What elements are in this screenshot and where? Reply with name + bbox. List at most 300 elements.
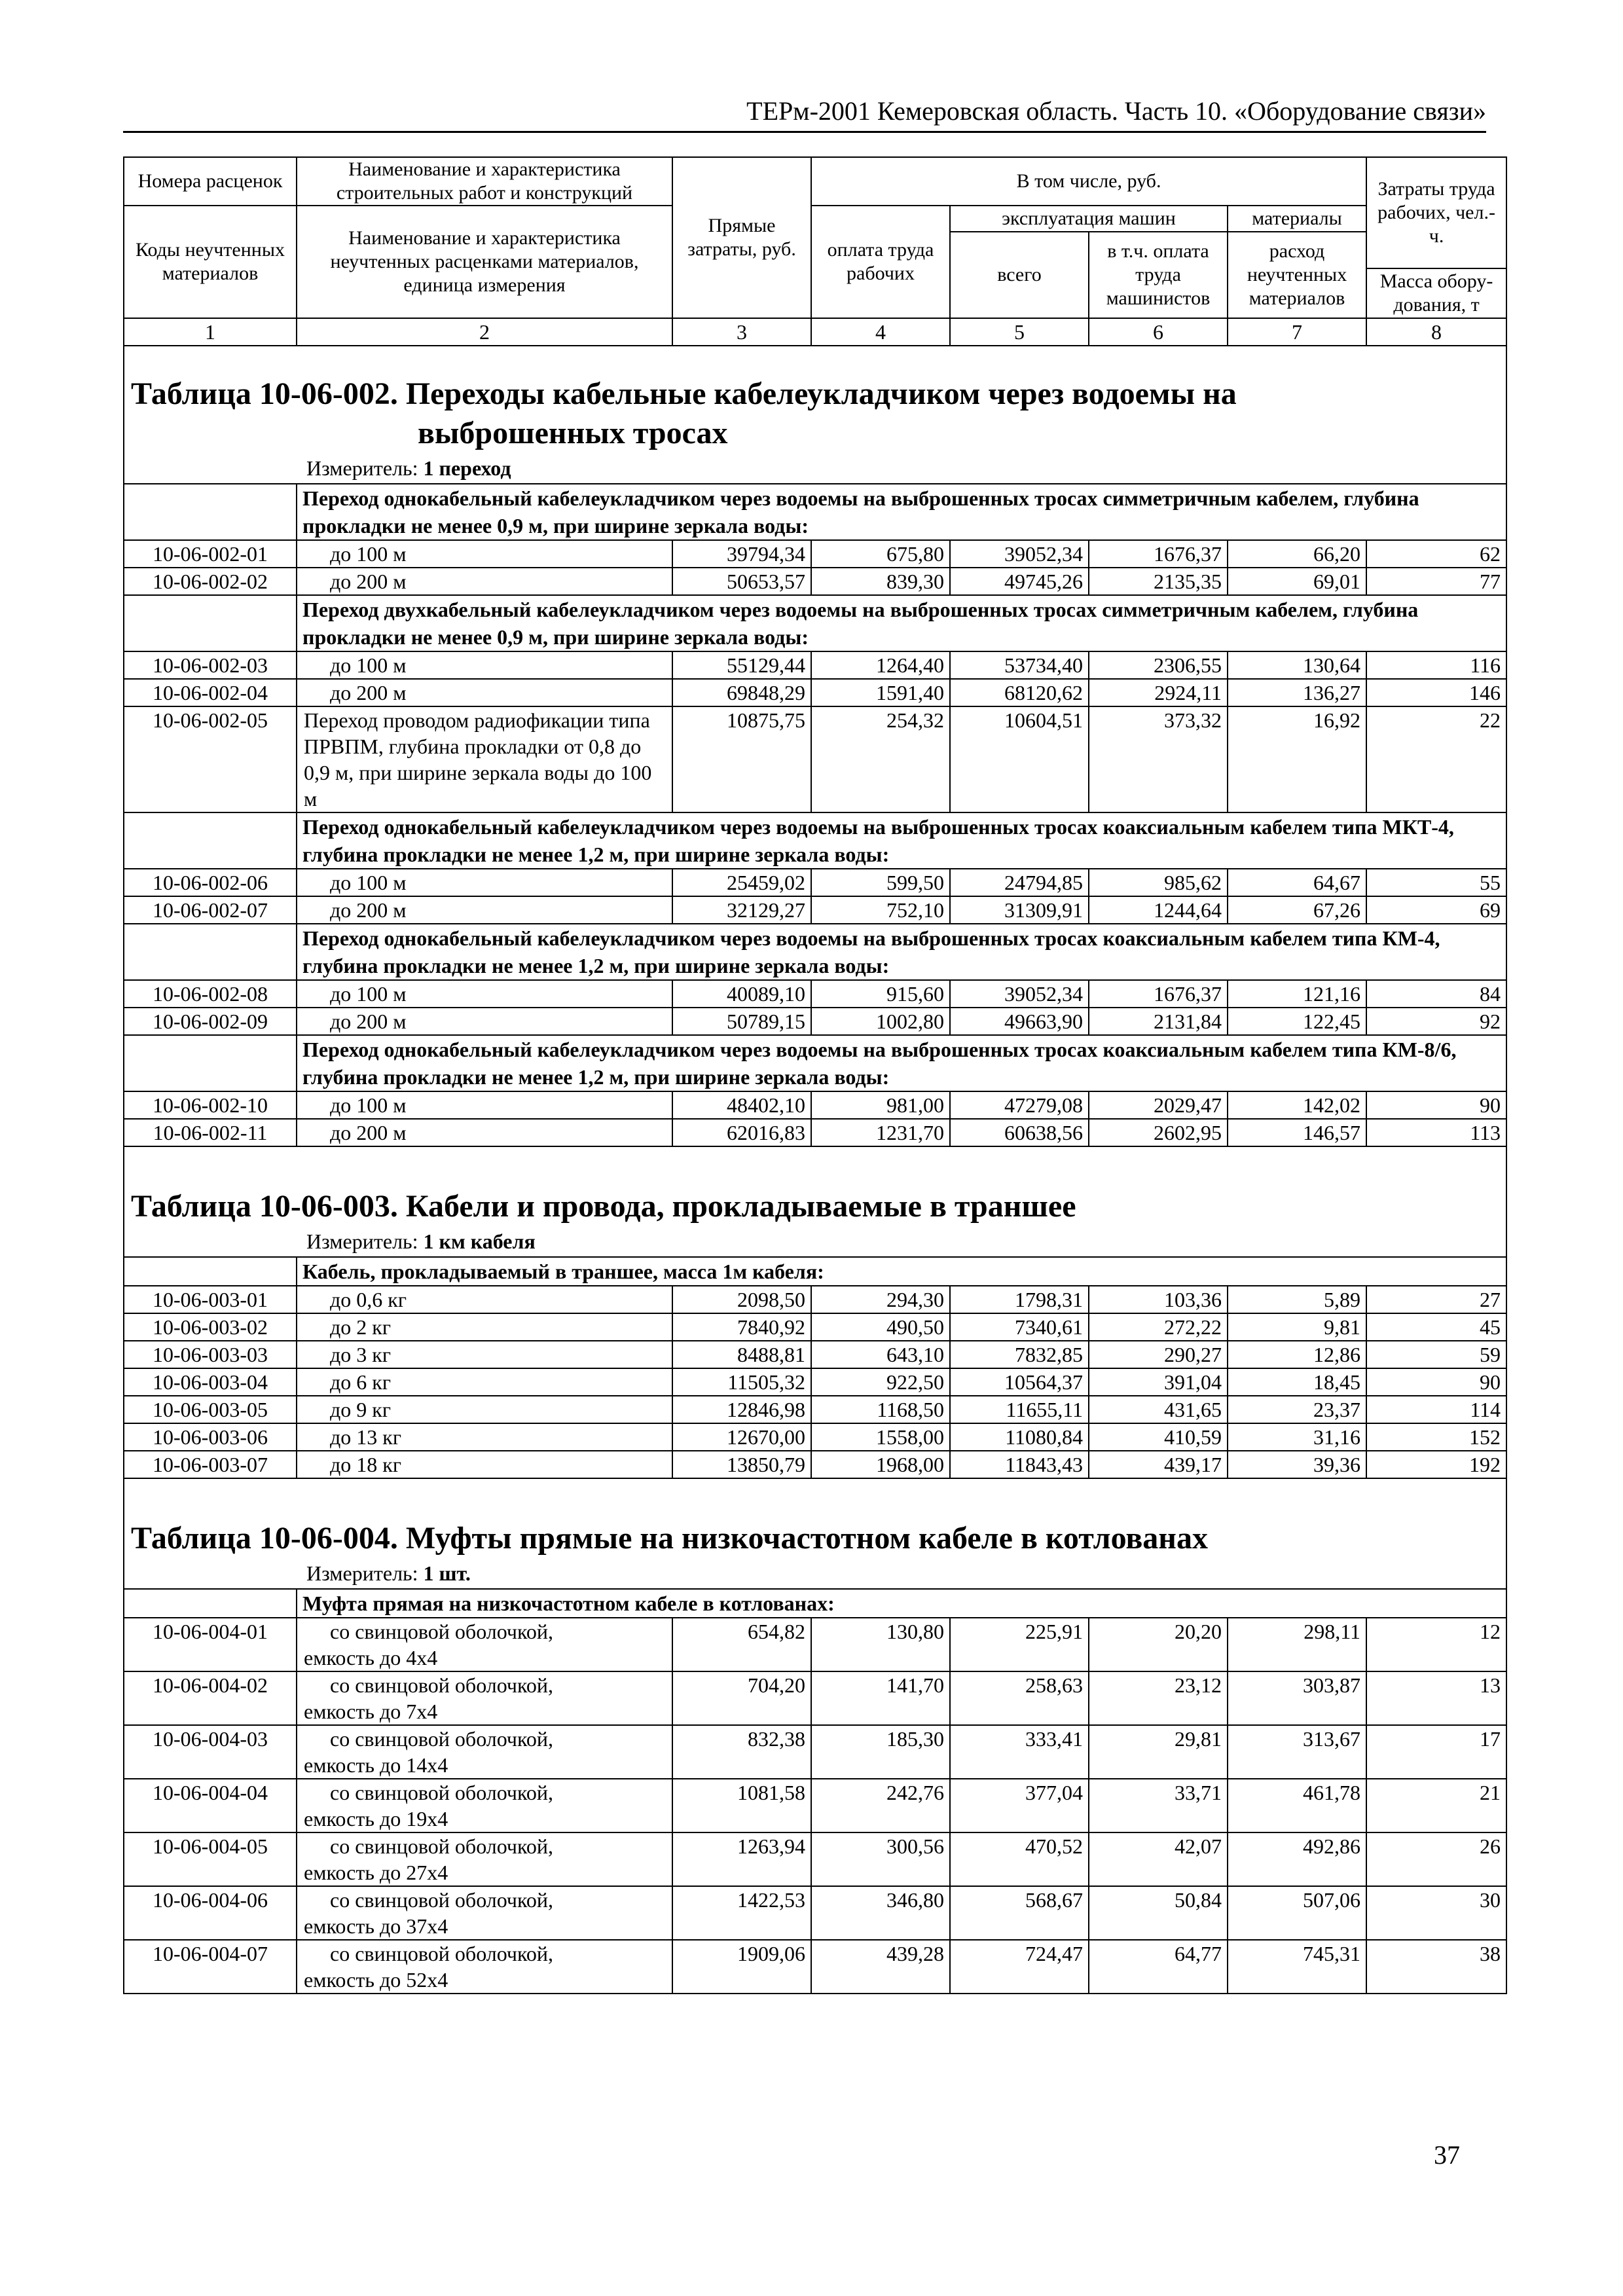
work-name: до 200 м — [297, 679, 672, 706]
work-name-line: со свинцовой оболочкой, — [330, 1888, 554, 1912]
machines-cost-cell: 225,91 — [950, 1618, 1089, 1671]
measure-label: Измеритель: — [306, 1561, 424, 1585]
header-equipment-mass: Масса обору- дования, т — [1366, 268, 1506, 318]
group-heading: Кабель, прокладываемый в траншее, масса 1м кабеля: — [297, 1257, 1506, 1286]
section-spacer — [124, 1146, 1506, 1187]
section-title-line: Таблица 10-06-002. Переходы кабельные кабелеукладчиком через водоемы на — [131, 376, 1237, 411]
table-row — [124, 1313, 1506, 1341]
machines-cost-cell: 377,04 — [950, 1779, 1089, 1832]
labor-pay-cell: 839,30 — [811, 568, 950, 595]
labor-pay-cell: 1591,40 — [811, 679, 950, 706]
table-row — [124, 1779, 1506, 1832]
labor-hours-cell: 30 — [1366, 1886, 1506, 1940]
rate-code: 10-06-002-02 — [124, 568, 297, 595]
group-heading-row — [124, 595, 1506, 651]
machines-cost-cell: 31309,91 — [950, 896, 1089, 924]
operators-pay-cell: 1244,64 — [1089, 896, 1228, 924]
table-row — [124, 869, 1506, 896]
group-code-cell — [124, 812, 297, 869]
header-labor-hours: Затраты труда рабочих, чел.-ч. — [1366, 157, 1506, 268]
machines-cost-cell: 49663,90 — [950, 1008, 1089, 1035]
table-row — [124, 1725, 1506, 1779]
operators-pay-cell: 64,77 — [1089, 1940, 1228, 1994]
labor-hours-cell: 38 — [1366, 1940, 1506, 1994]
group-code-cell — [124, 484, 297, 540]
labor-hours-cell: 22 — [1366, 706, 1506, 812]
operators-pay-cell: 50,84 — [1089, 1886, 1228, 1940]
materials-cost-cell: 12,86 — [1228, 1341, 1366, 1368]
work-name — [297, 1725, 672, 1779]
section-title-row — [124, 1519, 1506, 1558]
table-row — [124, 1886, 1506, 1940]
work-name: до 9 кг — [297, 1396, 672, 1423]
direct-costs-cell: 55129,44 — [672, 651, 811, 679]
machines-cost-cell: 333,41 — [950, 1725, 1089, 1779]
labor-hours-cell: 17 — [1366, 1725, 1506, 1779]
labor-pay-cell: 922,50 — [811, 1368, 950, 1396]
machines-cost-cell: 10564,37 — [950, 1368, 1089, 1396]
work-name-line: емкость до 4х4 — [304, 1646, 438, 1669]
table-row — [124, 1451, 1506, 1478]
table-row — [124, 1368, 1506, 1396]
work-name — [297, 1886, 672, 1940]
operators-pay-cell: 23,12 — [1089, 1671, 1228, 1725]
direct-costs-cell: 69848,29 — [672, 679, 811, 706]
measure-row — [124, 1558, 1506, 1589]
machines-cost-cell: 7340,61 — [950, 1313, 1089, 1341]
direct-costs-cell: 2098,50 — [672, 1286, 811, 1313]
measure-cell — [124, 1558, 1506, 1589]
section-title-line: Таблица 10-06-003. Кабели и провода, прокладываемые в траншее — [131, 1189, 1076, 1224]
work-name: до 100 м — [297, 869, 672, 896]
measure-row — [124, 1226, 1506, 1257]
spacer-cell — [124, 346, 1506, 374]
measure-value: 1 км кабеля — [423, 1230, 536, 1253]
direct-costs-cell: 8488,81 — [672, 1341, 811, 1368]
direct-costs-cell: 62016,83 — [672, 1119, 811, 1146]
machines-cost-cell: 1798,31 — [950, 1286, 1089, 1313]
work-name-line: емкость до 27х4 — [304, 1861, 448, 1884]
page-number: 37 — [1434, 2140, 1460, 2170]
direct-costs-cell: 39794,34 — [672, 540, 811, 568]
rate-code: 10-06-002-03 — [124, 651, 297, 679]
rate-code: 10-06-004-04 — [124, 1779, 297, 1832]
section-spacer — [124, 1478, 1506, 1519]
direct-costs-cell: 12670,00 — [672, 1423, 811, 1451]
table-row — [124, 1119, 1506, 1146]
group-heading: Переход двухкабельный кабелеукладчиком через водоемы на выброшенных тросах симметричным кабелем, глубина прокладки не менее 0,9 м, при ширине зеркала воды: — [297, 595, 1506, 651]
labor-pay-cell: 242,76 — [811, 1779, 950, 1832]
labor-pay-cell: 599,50 — [811, 869, 950, 896]
work-name-line: со свинцовой оболочкой, — [330, 1620, 554, 1643]
rate-code: 10-06-004-02 — [124, 1671, 297, 1725]
table-row — [124, 1671, 1506, 1725]
labor-hours-cell: 27 — [1366, 1286, 1506, 1313]
column-number: 8 — [1366, 318, 1506, 346]
operators-pay-cell: 2924,11 — [1089, 679, 1228, 706]
group-code-cell — [124, 1035, 297, 1091]
labor-pay-cell: 300,56 — [811, 1832, 950, 1886]
header-material-names: Наименование и характеристика неучтенных расценками материалов, единица измерения — [297, 206, 672, 318]
work-name — [297, 1940, 672, 1994]
work-name — [297, 1832, 672, 1886]
machines-cost-cell: 53734,40 — [950, 651, 1089, 679]
rate-code: 10-06-003-07 — [124, 1451, 297, 1478]
section-title — [124, 1187, 1506, 1226]
rate-code: 10-06-003-06 — [124, 1423, 297, 1451]
table-row — [124, 1008, 1506, 1035]
materials-cost-cell: 67,26 — [1228, 896, 1366, 924]
operators-pay-cell: 2029,47 — [1089, 1091, 1228, 1119]
direct-costs-cell: 10875,75 — [672, 706, 811, 812]
group-heading-row — [124, 1589, 1506, 1618]
labor-hours-cell: 55 — [1366, 869, 1506, 896]
labor-pay-cell: 981,00 — [811, 1091, 950, 1119]
machines-cost-cell: 60638,56 — [950, 1119, 1089, 1146]
work-name: до 3 кг — [297, 1341, 672, 1368]
work-name: до 100 м — [297, 1091, 672, 1119]
table-row — [124, 1618, 1506, 1671]
header-including: В том числе, руб. — [811, 157, 1366, 206]
labor-hours-cell: 26 — [1366, 1832, 1506, 1886]
work-name: до 100 м — [297, 540, 672, 568]
operators-pay-cell: 1676,37 — [1089, 980, 1228, 1008]
materials-cost-cell: 745,31 — [1228, 1940, 1366, 1994]
operators-pay-cell: 103,36 — [1089, 1286, 1228, 1313]
direct-costs-cell: 25459,02 — [672, 869, 811, 896]
operators-pay-cell: 985,62 — [1089, 869, 1228, 896]
labor-hours-cell: 77 — [1366, 568, 1506, 595]
labor-pay-cell: 141,70 — [811, 1671, 950, 1725]
work-name: до 200 м — [297, 568, 672, 595]
direct-costs-cell: 12846,98 — [672, 1396, 811, 1423]
labor-pay-cell: 675,80 — [811, 540, 950, 568]
rate-code: 10-06-003-02 — [124, 1313, 297, 1341]
labor-pay-cell: 130,80 — [811, 1618, 950, 1671]
rate-code: 10-06-003-04 — [124, 1368, 297, 1396]
table-row — [124, 1091, 1506, 1119]
operators-pay-cell: 33,71 — [1089, 1779, 1228, 1832]
direct-costs-cell: 11505,32 — [672, 1368, 811, 1396]
labor-hours-cell: 152 — [1366, 1423, 1506, 1451]
column-number: 7 — [1228, 318, 1366, 346]
labor-hours-cell: 114 — [1366, 1396, 1506, 1423]
measure-cell — [124, 1226, 1506, 1257]
direct-costs-cell: 50789,15 — [672, 1008, 811, 1035]
rate-code: 10-06-004-03 — [124, 1725, 297, 1779]
machines-cost-cell: 258,63 — [950, 1671, 1089, 1725]
section-title-line: выброшенных тросах — [418, 416, 728, 450]
labor-pay-cell: 490,50 — [811, 1313, 950, 1341]
materials-cost-cell: 66,20 — [1228, 540, 1366, 568]
materials-cost-cell: 303,87 — [1228, 1671, 1366, 1725]
labor-hours-cell: 13 — [1366, 1671, 1506, 1725]
materials-cost-cell: 64,67 — [1228, 869, 1366, 896]
group-code-cell — [124, 1257, 297, 1286]
operators-pay-cell: 2602,95 — [1089, 1119, 1228, 1146]
labor-pay-cell: 185,30 — [811, 1725, 950, 1779]
machines-cost-cell: 7832,85 — [950, 1341, 1089, 1368]
column-number: 1 — [124, 318, 297, 346]
rate-code: 10-06-002-01 — [124, 540, 297, 568]
direct-costs-cell: 1909,06 — [672, 1940, 811, 1994]
direct-costs-cell: 1263,94 — [672, 1832, 811, 1886]
materials-cost-cell: 313,67 — [1228, 1725, 1366, 1779]
table-row — [124, 679, 1506, 706]
labor-hours-cell: 146 — [1366, 679, 1506, 706]
rate-code: 10-06-003-03 — [124, 1341, 297, 1368]
measure-label: Измеритель: — [306, 456, 424, 480]
measure-row — [124, 453, 1506, 484]
operators-pay-cell: 2131,84 — [1089, 1008, 1228, 1035]
table-row — [124, 540, 1506, 568]
labor-pay-cell: 1264,40 — [811, 651, 950, 679]
rates-table — [123, 156, 1507, 1994]
table-row — [124, 1423, 1506, 1451]
work-name-line: со свинцовой оболочкой, — [330, 1781, 554, 1804]
materials-cost-cell: 122,45 — [1228, 1008, 1366, 1035]
group-heading: Переход однокабельный кабелеукладчиком через водоемы на выброшенных тросах симметричным кабелем, глубина прокладки не менее 0,9 м, при ширине зеркала воды: — [297, 484, 1506, 540]
section-spacer — [124, 346, 1506, 374]
work-name-line: емкость до 37х4 — [304, 1914, 448, 1938]
work-name: до 100 м — [297, 651, 672, 679]
labor-pay-cell: 752,10 — [811, 896, 950, 924]
work-name: до 0,6 кг — [297, 1286, 672, 1313]
machines-cost-cell: 68120,62 — [950, 679, 1089, 706]
work-name-line: со свинцовой оболочкой, — [330, 1834, 554, 1858]
section-title-row — [124, 1187, 1506, 1226]
materials-cost-cell: 130,64 — [1228, 651, 1366, 679]
column-number: 4 — [811, 318, 950, 346]
machines-cost-cell: 11843,43 — [950, 1451, 1089, 1478]
direct-costs-cell: 704,20 — [672, 1671, 811, 1725]
machines-cost-cell: 39052,34 — [950, 540, 1089, 568]
machines-cost-cell: 11655,11 — [950, 1396, 1089, 1423]
materials-cost-cell: 142,02 — [1228, 1091, 1366, 1119]
machines-cost-cell: 24794,85 — [950, 869, 1089, 896]
table-row — [124, 706, 1506, 812]
labor-pay-cell: 1002,80 — [811, 1008, 950, 1035]
spacer-cell — [124, 1146, 1506, 1187]
labor-pay-cell: 1558,00 — [811, 1423, 950, 1451]
labor-hours-cell: 59 — [1366, 1341, 1506, 1368]
rate-code: 10-06-002-05 — [124, 706, 297, 812]
operators-pay-cell: 410,59 — [1089, 1423, 1228, 1451]
materials-cost-cell: 492,86 — [1228, 1832, 1366, 1886]
work-name: до 13 кг — [297, 1423, 672, 1451]
machines-cost-cell: 11080,84 — [950, 1423, 1089, 1451]
column-number: 3 — [672, 318, 811, 346]
materials-cost-cell: 9,81 — [1228, 1313, 1366, 1341]
section-title-line: Таблица 10-06-004. Муфты прямые на низкочастотном кабеле в котлованах — [131, 1521, 1208, 1556]
table-row — [124, 1286, 1506, 1313]
machines-cost-cell: 724,47 — [950, 1940, 1089, 1994]
group-code-cell — [124, 924, 297, 980]
direct-costs-cell: 40089,10 — [672, 980, 811, 1008]
column-number: 6 — [1089, 318, 1228, 346]
section-title-row — [124, 374, 1506, 453]
labor-hours-cell: 62 — [1366, 540, 1506, 568]
work-name: до 18 кг — [297, 1451, 672, 1478]
materials-cost-cell: 146,57 — [1228, 1119, 1366, 1146]
labor-pay-cell: 915,60 — [811, 980, 950, 1008]
work-name — [297, 1779, 672, 1832]
direct-costs-cell: 654,82 — [672, 1618, 811, 1671]
rate-code: 10-06-002-10 — [124, 1091, 297, 1119]
table-row — [124, 896, 1506, 924]
column-numbers-row — [124, 318, 1506, 346]
work-name: до 200 м — [297, 1119, 672, 1146]
rate-code: 10-06-002-11 — [124, 1119, 297, 1146]
table-row — [124, 651, 1506, 679]
table-body — [124, 346, 1506, 1994]
operators-pay-cell: 42,07 — [1089, 1832, 1228, 1886]
labor-hours-cell: 84 — [1366, 980, 1506, 1008]
header-machines-total: всего — [950, 232, 1089, 318]
operators-pay-cell: 20,20 — [1089, 1618, 1228, 1671]
materials-cost-cell: 31,16 — [1228, 1423, 1366, 1451]
materials-cost-cell: 507,06 — [1228, 1886, 1366, 1940]
spacer-cell — [124, 1478, 1506, 1519]
materials-cost-cell: 16,92 — [1228, 706, 1366, 812]
labor-pay-cell: 346,80 — [811, 1886, 950, 1940]
rate-code: 10-06-002-04 — [124, 679, 297, 706]
group-code-cell — [124, 595, 297, 651]
group-heading: Переход однокабельный кабелеукладчиком через водоемы на выброшенных тросах коаксиальным кабелем типа КМ-8/6, глубина прокладки не менее 1,2 м, при ширине зеркала воды: — [297, 1035, 1506, 1091]
group-heading: Переход однокабельный кабелеукладчиком через водоемы на выброшенных тросах коаксиальным кабелем типа КМ-4, глубина прокладки не менее 1,2 м, при ширине зеркала воды: — [297, 924, 1506, 980]
operators-pay-cell: 391,04 — [1089, 1368, 1228, 1396]
labor-pay-cell: 1168,50 — [811, 1396, 950, 1423]
labor-hours-cell: 90 — [1366, 1368, 1506, 1396]
labor-hours-cell: 69 — [1366, 896, 1506, 924]
work-name-line: со свинцовой оболочкой, — [330, 1942, 554, 1965]
machines-cost-cell: 39052,34 — [950, 980, 1089, 1008]
materials-cost-cell: 298,11 — [1228, 1618, 1366, 1671]
rate-code: 10-06-004-06 — [124, 1886, 297, 1940]
rate-code: 10-06-002-08 — [124, 980, 297, 1008]
labor-hours-cell: 113 — [1366, 1119, 1506, 1146]
group-heading-row — [124, 484, 1506, 540]
labor-pay-cell: 1968,00 — [811, 1451, 950, 1478]
work-name — [297, 1671, 672, 1725]
operators-pay-cell: 373,32 — [1089, 706, 1228, 812]
work-name: Переход проводом радиофикации типа ПРВПМ, глубина прокладки от 0,8 до 0,9 м, при ширине зеркала воды до 100 м — [297, 706, 672, 812]
header-machines: эксплуатация машин — [950, 206, 1228, 232]
column-number: 2 — [297, 318, 672, 346]
rate-code: 10-06-004-07 — [124, 1940, 297, 1994]
header-materials: материалы — [1228, 206, 1366, 232]
group-heading-row — [124, 1257, 1506, 1286]
labor-hours-cell: 192 — [1366, 1451, 1506, 1478]
group-code-cell — [124, 1589, 297, 1618]
work-name-line: емкость до 14х4 — [304, 1753, 448, 1777]
group-heading: Переход однокабельный кабелеукладчиком через водоемы на выброшенных тросах коаксиальным кабелем типа МКТ-4, глубина прокладки не менее 1,2 м, при ширине зеркала воды: — [297, 812, 1506, 869]
direct-costs-cell: 32129,27 — [672, 896, 811, 924]
labor-pay-cell: 643,10 — [811, 1341, 950, 1368]
work-name-line: емкость до 19х4 — [304, 1807, 448, 1831]
machines-cost-cell: 470,52 — [950, 1832, 1089, 1886]
operators-pay-cell: 2135,35 — [1089, 568, 1228, 595]
table-row — [124, 980, 1506, 1008]
machines-cost-cell: 49745,26 — [950, 568, 1089, 595]
rate-code: 10-06-002-07 — [124, 896, 297, 924]
operators-pay-cell: 2306,55 — [1089, 651, 1228, 679]
operators-pay-cell: 439,17 — [1089, 1451, 1228, 1478]
table-row — [124, 1341, 1506, 1368]
measure-cell — [124, 453, 1506, 484]
labor-hours-cell: 12 — [1366, 1618, 1506, 1671]
labor-hours-cell: 45 — [1366, 1313, 1506, 1341]
materials-cost-cell: 461,78 — [1228, 1779, 1366, 1832]
labor-pay-cell: 1231,70 — [811, 1119, 950, 1146]
machines-cost-cell: 568,67 — [950, 1886, 1089, 1940]
direct-costs-cell: 1081,58 — [672, 1779, 811, 1832]
labor-hours-cell: 116 — [1366, 651, 1506, 679]
section-title — [124, 374, 1506, 453]
rate-code: 10-06-004-05 — [124, 1832, 297, 1886]
labor-pay-cell: 254,32 — [811, 706, 950, 812]
direct-costs-cell: 13850,79 — [672, 1451, 811, 1478]
materials-cost-cell: 69,01 — [1228, 568, 1366, 595]
table-header — [124, 157, 1506, 346]
operators-pay-cell: 1676,37 — [1089, 540, 1228, 568]
group-heading-row — [124, 924, 1506, 980]
work-name: до 200 м — [297, 1008, 672, 1035]
work-name: до 6 кг — [297, 1368, 672, 1396]
materials-cost-cell: 136,27 — [1228, 679, 1366, 706]
table-row — [124, 568, 1506, 595]
table-row — [124, 1396, 1506, 1423]
operators-pay-cell: 29,81 — [1089, 1725, 1228, 1779]
measure-value: 1 переход — [423, 456, 511, 480]
measure-value: 1 шт. — [423, 1561, 471, 1585]
work-name — [297, 1618, 672, 1671]
materials-cost-cell: 5,89 — [1228, 1286, 1366, 1313]
work-name-line: со свинцовой оболочкой, — [330, 1727, 554, 1751]
header-labor-pay: оплата труда рабочих — [811, 206, 950, 318]
materials-cost-cell: 121,16 — [1228, 980, 1366, 1008]
header-rate-numbers: Номера расценок — [124, 157, 297, 206]
direct-costs-cell: 50653,57 — [672, 568, 811, 595]
group-heading: Муфта прямая на низкочастотном кабеле в котлованах: — [297, 1589, 1506, 1618]
rate-code: 10-06-004-01 — [124, 1618, 297, 1671]
work-name: до 100 м — [297, 980, 672, 1008]
header-operators-pay: в т.ч. оплата труда машинистов — [1089, 232, 1228, 318]
labor-hours-cell: 90 — [1366, 1091, 1506, 1119]
rate-code: 10-06-003-01 — [124, 1286, 297, 1313]
direct-costs-cell: 1422,53 — [672, 1886, 811, 1940]
section-title — [124, 1519, 1506, 1558]
header-material-codes: Коды неучтенных материалов — [124, 206, 297, 318]
direct-costs-cell: 832,38 — [672, 1725, 811, 1779]
materials-cost-cell: 18,45 — [1228, 1368, 1366, 1396]
labor-pay-cell: 439,28 — [811, 1940, 950, 1994]
operators-pay-cell: 290,27 — [1089, 1341, 1228, 1368]
work-name-line: со свинцовой оболочкой, — [330, 1673, 554, 1697]
table-row — [124, 1940, 1506, 1994]
materials-cost-cell: 23,37 — [1228, 1396, 1366, 1423]
header-unaccounted-materials: расход неучтенных материалов — [1228, 232, 1366, 318]
direct-costs-cell: 7840,92 — [672, 1313, 811, 1341]
machines-cost-cell: 47279,08 — [950, 1091, 1089, 1119]
work-name: до 2 кг — [297, 1313, 672, 1341]
column-number: 5 — [950, 318, 1089, 346]
header-work-name: Наименование и характеристика строительных работ и конструкций — [297, 157, 672, 206]
measure-label: Измеритель: — [306, 1230, 424, 1253]
labor-pay-cell: 294,30 — [811, 1286, 950, 1313]
header-direct-costs: Прямые затраты, руб. — [672, 157, 811, 318]
rate-code: 10-06-002-09 — [124, 1008, 297, 1035]
